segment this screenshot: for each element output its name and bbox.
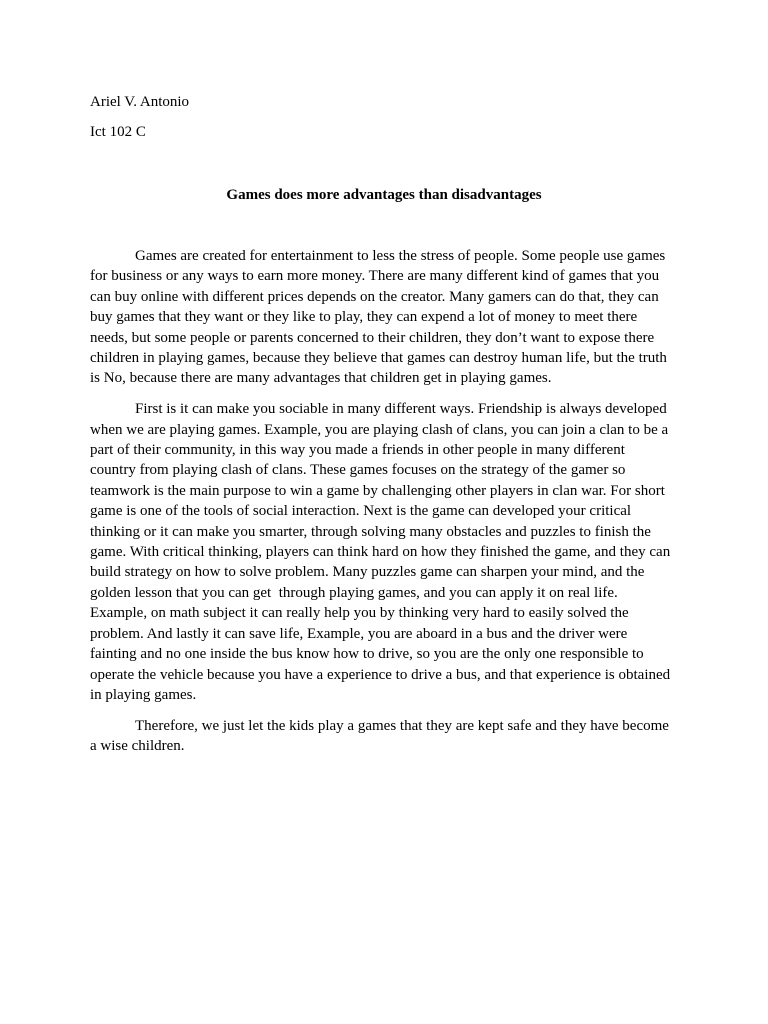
text-line: Example, on math subject it can really help you by thinking very hard to easily solved the [90,605,629,622]
text-line: children in playing games, because they believe that games can destroy human life, but the truth [90,350,667,367]
text-line: teamwork is the main purpose to win a game by challenging other players in clan war. For short [90,482,665,499]
essay-title: Games does more advantages than disadvantages [226,187,542,203]
text-line: operate the vehicle because you have a experience to drive a bus, and that experience is obtained [90,666,671,683]
text-line: Therefore, we just let the kids play a games that they are kept safe and they have become [135,717,669,734]
text-line: for business or any ways to earn more money. There are many different kind of games that you [90,268,660,285]
text-line: part of their community, in this way you made a friends in other people in many different [90,442,625,459]
text-line: a wise children. [90,738,185,755]
paragraph-conclusion [90,716,678,757]
text-line: problem. And lastly it can save life, Example, you are aboard in a bus and the driver were [90,625,628,642]
author-name: Ariel V. Antonio [90,94,190,110]
course-code: Ict 102 C [90,124,146,140]
text-line: in playing games. [90,686,197,703]
text-line: when we are playing games. Example, you are playing clash of clans, you can join a clan to be a [90,421,669,438]
text-line: First is it can make you sociable in many different ways. Friendship is always developed [135,401,667,418]
text-line: thinking or it can make you smarter, through solving many obstacles and puzzles to finish the [90,523,651,540]
text-line: needs, but some people or parents concerned to their children, they don’t want to expose there [90,329,655,346]
essay-body [90,246,678,767]
paragraph-advantages [90,399,678,705]
text-line: country from playing clash of clans. These games focuses on the strategy of the gamer so [90,462,626,479]
paragraph-intro [90,246,678,389]
text-line: golden lesson that you can get through playing games, and you can apply it on real life. [90,584,618,601]
text-line: Games are created for entertainment to less the stress of people. Some people use games [135,248,666,264]
text-line: game. With critical thinking, players can think hard on how they finished the game, and they can [90,544,671,561]
text-line: build strategy on how to solve problem. Many puzzles game can sharpen your mind, and the [90,564,645,581]
text-line: game is one of the tools of social interaction. Next is the game can developed your critical [90,503,632,520]
text-line: is No, because there are many advantages that children get in playing games. [90,370,552,387]
text-line: fainting and no one inside the bus know how to drive, so you are the only one responsible to [90,646,644,663]
text-line: buy games that they want or they like to play, they can expend a lot of money to meet there [90,309,638,326]
text-line: can buy online with different prices depends on the creator. Many gamers can do that, they can [90,288,659,305]
